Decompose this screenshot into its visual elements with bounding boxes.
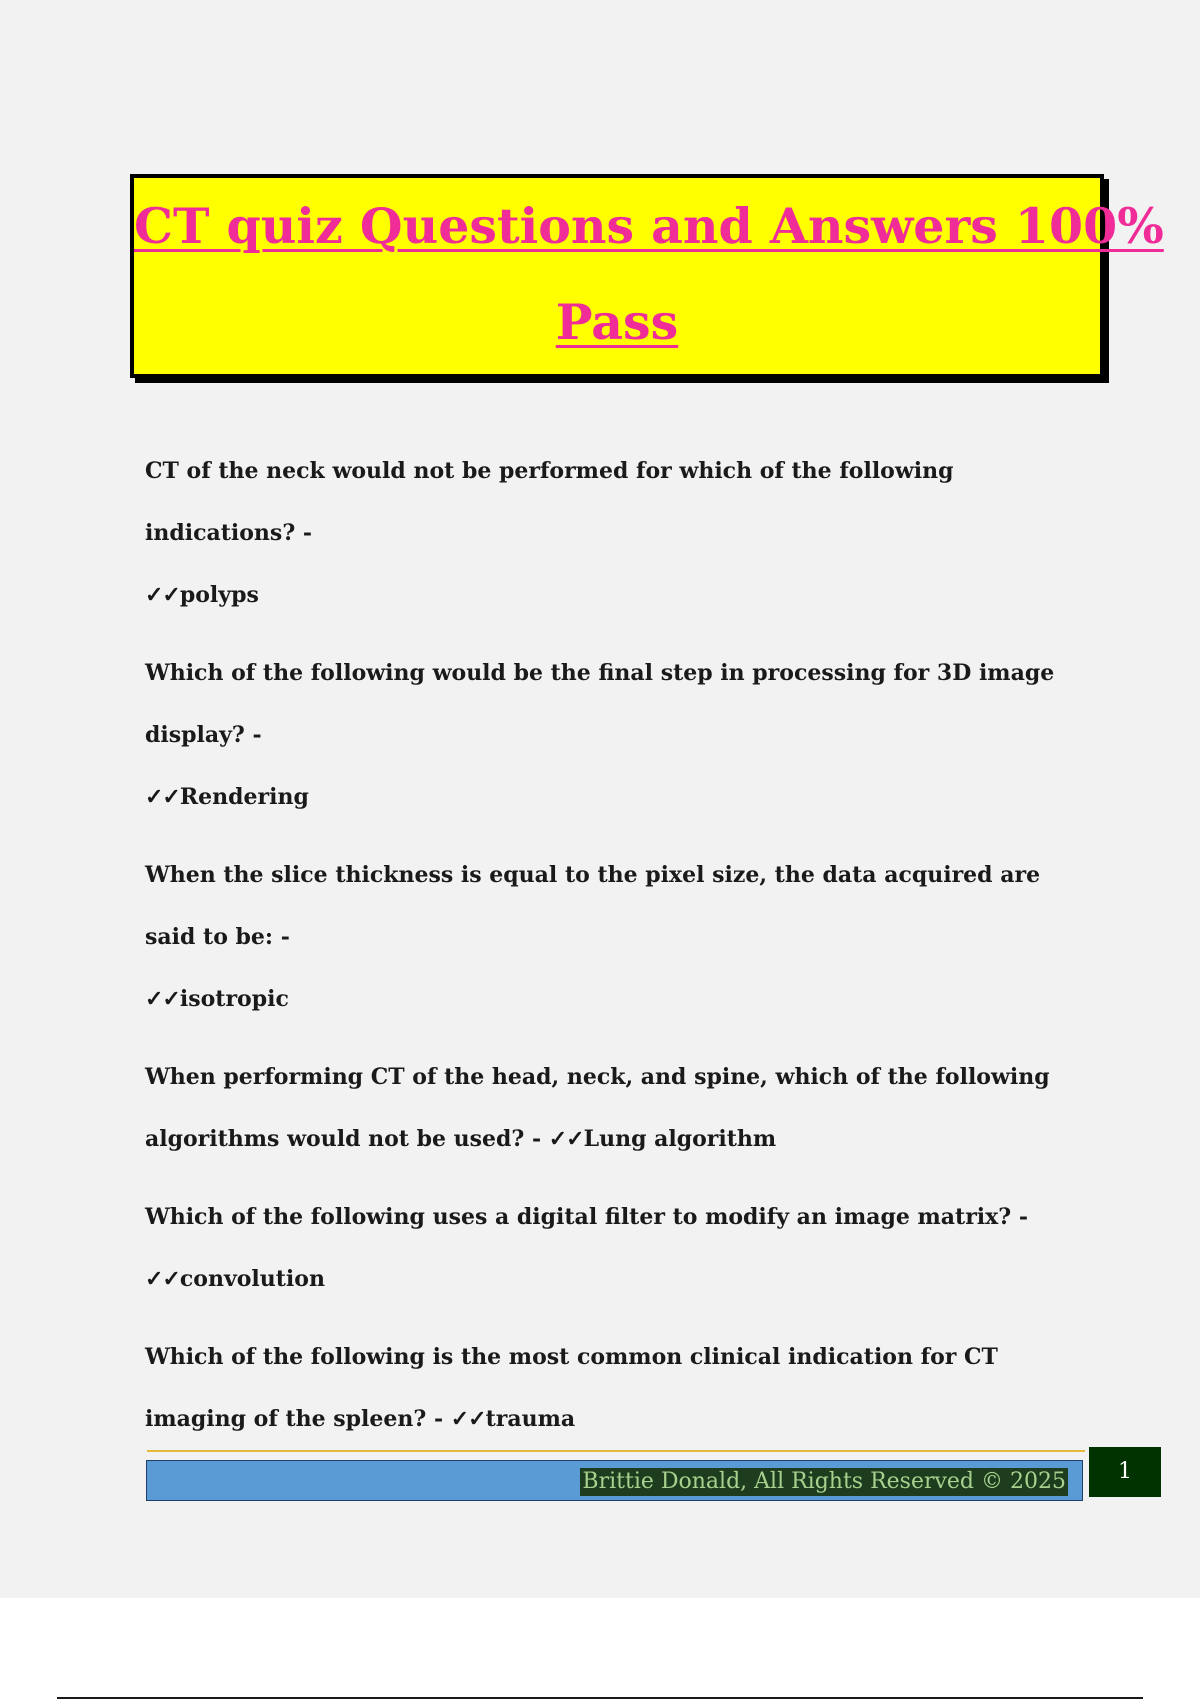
answer-text: trauma: [485, 1406, 576, 1432]
answer-text: convolution: [179, 1266, 325, 1292]
footer-bar: [146, 1460, 1083, 1501]
answer-text: isotropic: [179, 986, 289, 1012]
double-check-icon: ✓✓: [145, 986, 180, 1012]
question-text: When performing CT of the head, neck, and spine, which of the following algorithms would not be used? -: [145, 1064, 1050, 1152]
qa-item: [145, 844, 1095, 1030]
bottom-divider: [57, 1697, 1143, 1699]
qa-item: [145, 1326, 1095, 1450]
copyright-text: Brittie Donald, All Rights Reserved © 2025: [582, 1469, 1066, 1494]
question-text: CT of the neck would not be performed for which of the following indications? -: [145, 458, 954, 546]
double-check-icon: ✓✓: [145, 1266, 180, 1292]
answer-text: Rendering: [179, 784, 309, 810]
question-text: When the slice thickness is equal to the pixel size, the data acquired are said to be: -: [145, 862, 1041, 950]
double-check-icon: ✓✓: [548, 1126, 584, 1152]
question-text: Which of the following uses a digital filter to modify an image matrix? -: [145, 1204, 1028, 1230]
double-check-icon: ✓✓: [145, 582, 180, 608]
answer-text: polyps: [179, 582, 259, 608]
title-line-2: Pass: [555, 293, 679, 351]
qa-item: [145, 1046, 1095, 1170]
footer-divider: [147, 1450, 1085, 1452]
qa-item: [145, 440, 1095, 626]
qa-item: [145, 642, 1095, 828]
qa-list: [145, 440, 1095, 1466]
question-text: Which of the following would be the final step in processing for 3D image display? -: [145, 660, 1055, 748]
question-text: Which of the following is the most common clinical indication for CT imaging of the spleen? -: [145, 1344, 998, 1432]
title-banner: [130, 174, 1164, 378]
answer-text: Lung algorithm: [583, 1126, 777, 1152]
double-check-icon: ✓✓: [145, 784, 180, 810]
qa-item: [145, 1186, 1095, 1310]
double-check-icon: ✓✓: [450, 1406, 486, 1432]
title-line-1: CT quiz Questions and Answers 100%: [134, 197, 1164, 255]
page-number: 1: [1089, 1447, 1161, 1497]
